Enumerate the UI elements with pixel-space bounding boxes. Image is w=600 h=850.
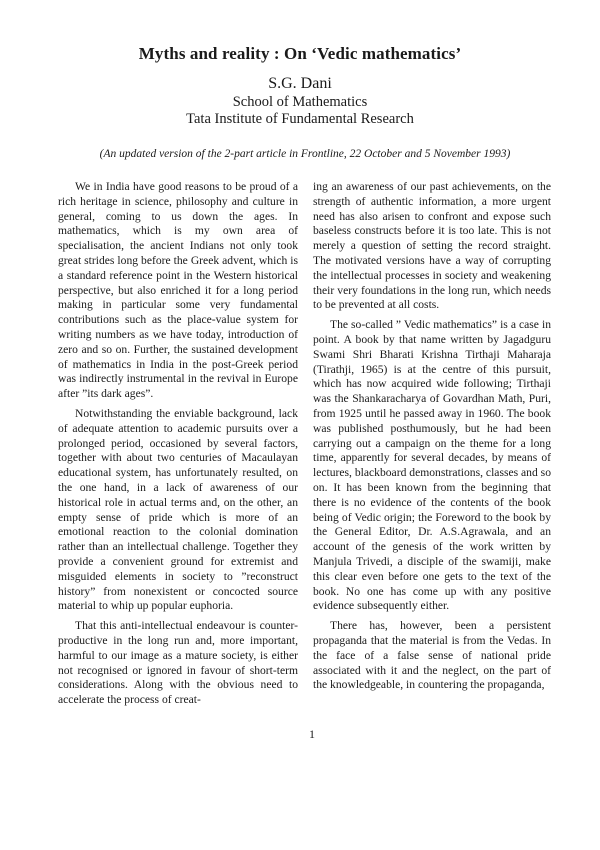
paragraph: There has, however, been a persistent propaganda that the material is from the Vedas. In the face of a false sense of national pride associated with it and the neglect, on the part of the knowledgeable, in countering the propaganda, — [313, 619, 551, 692]
paragraph: That this anti-intellectual endeavour is counter-productive in the long run and, more important, harmful to our image as a mature society, is either not recognised or ignored in favour of short-term considerations. Along with the obvious need to accelerate the process of creat- — [58, 619, 298, 707]
page-number: 1 — [309, 727, 315, 741]
publication-note: (An updated version of the 2-part article in Frontline, 22 October and 5 November 1993) — [99, 148, 511, 160]
right-column — [313, 180, 551, 698]
paragraph-continuation: ing an awareness of our past achievements, on the strength of authentic information, a more urgent need has also arisen to confront and expose such baseless constructs before it is too late. This is not merely a question of setting the record straight. The motivated versions have a way of corrupting the intellectual processes in society and weakening their very foundations in the long run, which needs to be prevented at all costs. — [313, 180, 551, 312]
paragraph: The so-called ” Vedic mathematics” is a case in point. A book by that name written by Jagadguru Swami Shri Bharati Krishna Tirthaji Maharaja (Tirathji, 1965) is at the centre of this pursuit, which has now acquired wide following; Tirthaji was the Shankaracharya of Govardhan Math, Puri, from 1925 until he passed away in 1960. The book was published posthumously, but he had been carrying out a campaign on the theme for a long time, apparently for several decades, by means of lectures, blackboard demonstrations, classes and so on. It has been known from the beginning that there is no evidence of the contents of the book being of Vedic origin; the Foreword to the book by the General Editor, Dr. A.S.Agrawala, and an account of the genesis of the work written by Manjula Trivedi, a disciple of the swamiji, make this clear even before one gets to the text of the book. No one has come up with any positive evidence subsequently either. — [313, 318, 551, 613]
paragraph: We in India have good reasons to be proud of a rich heritage in science, philosophy and culture in general, coming to us down the ages. In mathematics, which is my own area of specialisation, the ancient Indians not only took great strides long before the Greek advent, which is a standard reference point in the Western historical perspective, but also enriched it for a long period making in particular some very fundamental contributions such as the place-value system for writing numbers as we have today, introduction of zero and so on. Further, the sustained development of mathematics in India in the post-Greek period was indirectly instrumental in the revival in Europe after ”its dark ages”. — [58, 180, 298, 401]
author-name: S.G. Dani — [268, 75, 332, 92]
affiliation-institute: Tata Institute of Fundamental Research — [186, 111, 414, 127]
affiliation-school: School of Mathematics — [232, 94, 368, 110]
paper-title: Myths and reality : On ‘Vedic mathematics’ — [138, 44, 462, 63]
paragraph: Notwithstanding the enviable background, lack of adequate attention to academic pursuits over a prolonged period, occasioned by several factors, together with about two centuries of Macaulayan educational system, has unfortunately resulted, on the one hand, in a lack of awareness of our historical role in actual terms and, on the other, an empty sense of pride which is more of an emotional reaction to the colonial domination rather than an intellectual challenge. Together they provide a convenient ground for extremist and misguided elements in society to ”reconstruct history” from nonexistent or concocted source material to whip up popular euphoria. — [58, 406, 298, 613]
left-column — [58, 180, 298, 713]
